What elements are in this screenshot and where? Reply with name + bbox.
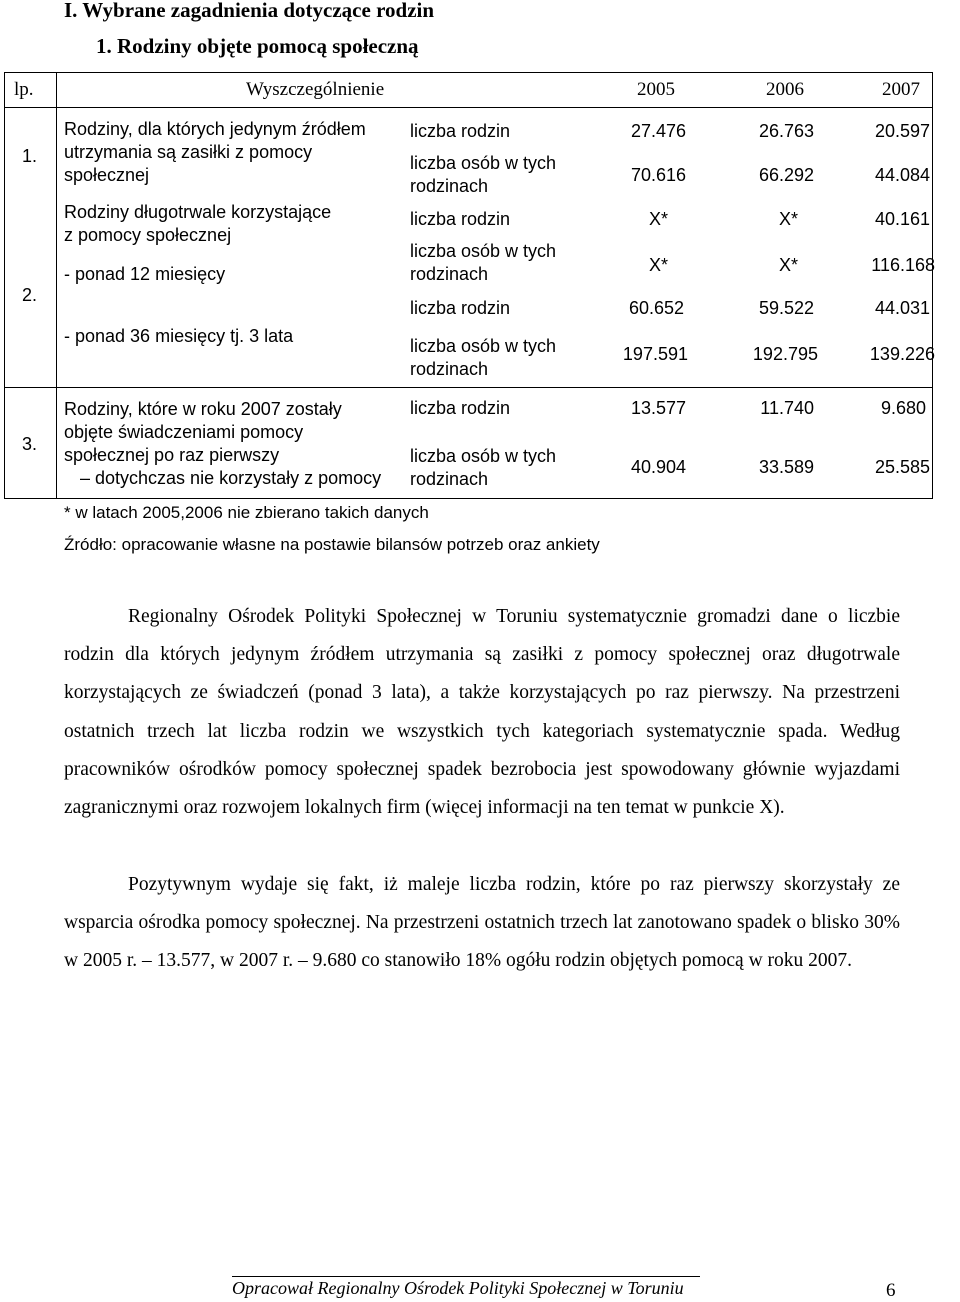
value-2006: 11.740 [760,398,814,418]
value-2006: 66.292 [758,165,814,185]
body-paragraph: Regionalny Ośrodek Polityki Społecznej w Toruniu systematycznie gromadzi dane o liczbie rodzin dla których jedynym źródłem utrzymania są zasiłki z pomocy społecznej oraz długotrwale korzystających ze świadczeń (ponad 3 lata), a także korzystających po raz pierwszy. Na przestrzeni ostatnich trzech lat liczba rodzin we wszystkich tych kategoriach systematycznie spada. Według pracowników ośrodków pomocy społecznej spadek bezrobocia jest spowodowany głównie wyjazdami zagranicznymi oraz rozwojem lokalnych firm (więcej informacji na ten temat w punkcie X). [64,606,900,819]
value-2005: X* [648,255,668,275]
row-lp: 1. [22,146,38,166]
header-lp: lp. [14,79,34,100]
value-2007: 40.161 [874,209,930,229]
row-measure: liczba osób w tych rodzinach [410,336,557,379]
footer-text: Opracował Regionalny Ośrodek Polityki Społecznej w Toruniu [232,1278,684,1298]
value-2006: 192.795 [752,344,818,364]
row-measure: liczba rodzin [410,298,511,318]
header-2006: 2006 [766,79,804,100]
page-number: 6 [886,1280,896,1301]
value-2006: X* [778,255,798,275]
row-measure: liczba rodzin [410,121,511,141]
value-2006: 59.522 [758,298,814,318]
row-description: Rodziny, które w roku 2007 zostały objęte świadczeniami pomocy społecznej po raz pierwszy – dotychczas nie korzystały z pomocy [64,399,382,488]
table-source: Źródło: opracowanie własne na postawie bilansów potrzeb oraz ankiety [64,535,600,554]
value-2005: 40.904 [630,457,686,477]
section-heading: I. Wybrane zagadnienia dotyczące rodzin [64,0,435,22]
value-2006: 26.763 [758,121,814,141]
row-measure: liczba osób w tych rodzinach [410,241,557,284]
header-2005: 2005 [637,79,675,100]
footer-rule [232,1276,700,1277]
value-2007: 25.585 [874,457,930,477]
value-2007: 44.084 [874,165,930,185]
row-measure: liczba osób w tych rodzinach [410,153,557,196]
value-2005: 197.591 [622,344,688,364]
value-2006: X* [778,209,798,229]
value-2007: 44.031 [874,298,930,318]
value-2005: 60.652 [628,298,684,318]
row-lp: 2. [22,285,38,305]
value-2006: 33.589 [758,457,814,477]
row-description: - ponad 36 miesięcy tj. 3 lata [64,326,294,346]
value-2005: 70.616 [630,165,686,185]
value-2007: 9.680 [880,398,926,418]
header-description: Wyszczególnienie [246,79,385,100]
header-2007: 2007 [882,79,920,100]
table-footnote: * w latach 2005,2006 nie zbierano takich danych [64,503,429,522]
row-description: Rodziny, dla których jedynym źródłem utrzymania są zasiłki z pomocy społecznej [64,119,366,185]
row-description: Rodziny długotrwale korzystające z pomocy społecznej [64,202,332,245]
row-lp: 3. [22,434,38,454]
subsection-heading: 1. Rodziny objęte pomocą społeczną [96,34,419,58]
body-paragraph: Pozytywnym wydaje się fakt, iż maleje liczba rodzin, które po raz pierwszy skorzystały ze wsparcia ośrodka pomocy społecznej. Na przestrzeni ostatnich trzech lat zanotowano spadek o blisko 30% w 2005 r. – 13.577, w 2007 r. – 9.680 co stanowiło 18% ogółu rodzin objętych pomocą w roku 2007. [64,874,900,972]
row-measure: liczba rodzin [410,398,511,418]
value-2007: 139.226 [869,344,935,364]
value-2005: X* [648,209,668,229]
value-2005: 27.476 [630,121,686,141]
row-measure: liczba rodzin [410,209,511,229]
value-2007: 20.597 [874,121,930,141]
row-measure: liczba osób w tych rodzinach [410,446,557,489]
value-2005: 13.577 [630,398,686,418]
row-description: - ponad 12 miesięcy [64,264,226,284]
value-2007: 116.168 [871,255,935,275]
